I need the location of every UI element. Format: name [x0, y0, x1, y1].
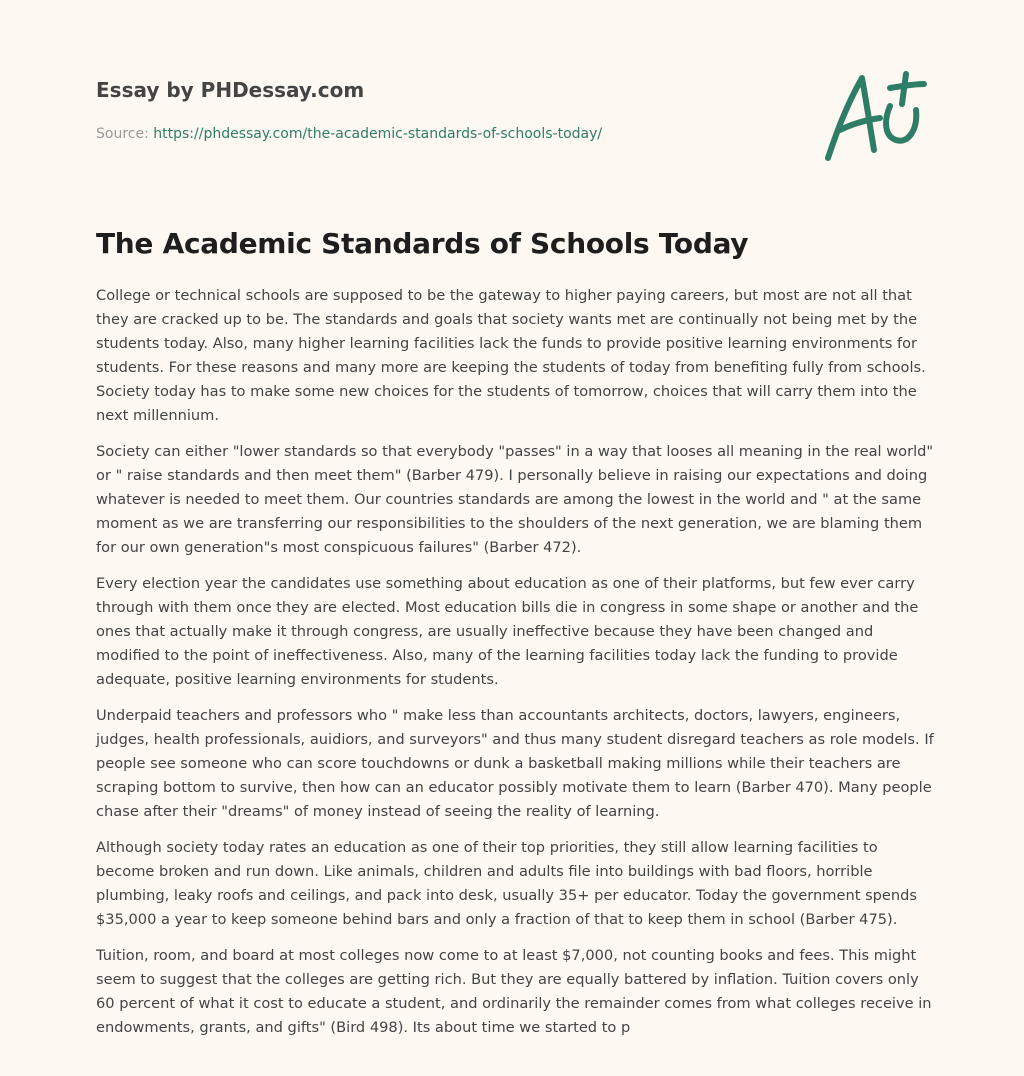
essay-body: [96, 284, 936, 1052]
essay-paragraph: Every election year the candidates use something about education as one of their platforms, but few ever carry through with them once they are elected. Most education bills die in congress in some shape or another and the ones that actually make it through congress, are usually ineffective because they have been changed and modified to the point of ineffectiveness. Also, many of the learning facilities today lack the funding to provide adequate, positive learning environments for students.: [96, 575, 919, 688]
source-line: [96, 124, 696, 144]
essay-paragraph: Although society today rates an education as one of their top priorities, they still allow learning facilities to become broken and run down. Like animals, children and adults file into buildings with bad floors, horrible plumbing, leaky roofs and ceilings, and pack into desk, usually 35+ per educator. Today the government spends $35,000 a year to keep someone behind bars and only a fraction of that to keep them in school (Barber 475).: [96, 839, 918, 928]
essay-title: The Academic Standards of Schools Today: [96, 227, 749, 260]
page-header: [96, 76, 696, 144]
source-label: Source:: [96, 126, 149, 142]
essay-paragraph: Society can either "lower standards so that everybody "passes" in a way that looses all meaning in the real world" or " raise standards and then meet them" (Barber 479). I personally believe in raising our expectations and doing whatever is needed to meet them. Our countries standards are among the lowest in the world and " at the same moment as we are transferring our responsibilities to the shoulders of the next generation, we are blaming them for our own generation"s most conspicuous failures" (Barber 472).: [96, 443, 934, 556]
essay-paragraph: Tuition, room, and board at most colleges now come to at least $7,000, not counting books and fees. This might seem to suggest that the colleges are getting rich. But they are equally battered by inflation. Tuition covers only 60 percent of what it cost to educate a student, and ordinarily the remainder comes from what colleges receive in endowments, grants, and gifts" (Bird 498). Its about time we started to p: [96, 947, 932, 1036]
a-plus-logo-icon: [818, 64, 930, 168]
essay-paragraph: College or technical schools are supposed to be the gateway to higher paying careers, but most are not all that they are cracked up to be. The standards and goals that society wants met are continually not being met by the students today. Also, many higher learning facilities lack the funds to provide positive learning environments for students. For these reasons and many more are keeping the students of today from benefiting fully from schools. Society today has to make some new choices for the students of tomorrow, choices that will carry them into the next millennium.: [96, 287, 926, 424]
essay-paragraph: Underpaid teachers and professors who " make less than accountants architects, doctors, lawyers, engineers, judges, health professionals, auidiors, and surveyors" and thus many student disregard teachers as role models. If people see someone who can score touchdowns or dunk a basketball making millions while their teachers are scraping bottom to survive, then how can an educator possibly motivate them to learn (Barber 470). Many people chase after their "dreams" of money instead of seeing the reality of learning.: [96, 707, 934, 820]
brand-title: Essay by PHDessay.com: [96, 78, 365, 102]
source-link[interactable]: https://phdessay.com/the-academic-standards-of-schools-today/: [153, 126, 603, 142]
